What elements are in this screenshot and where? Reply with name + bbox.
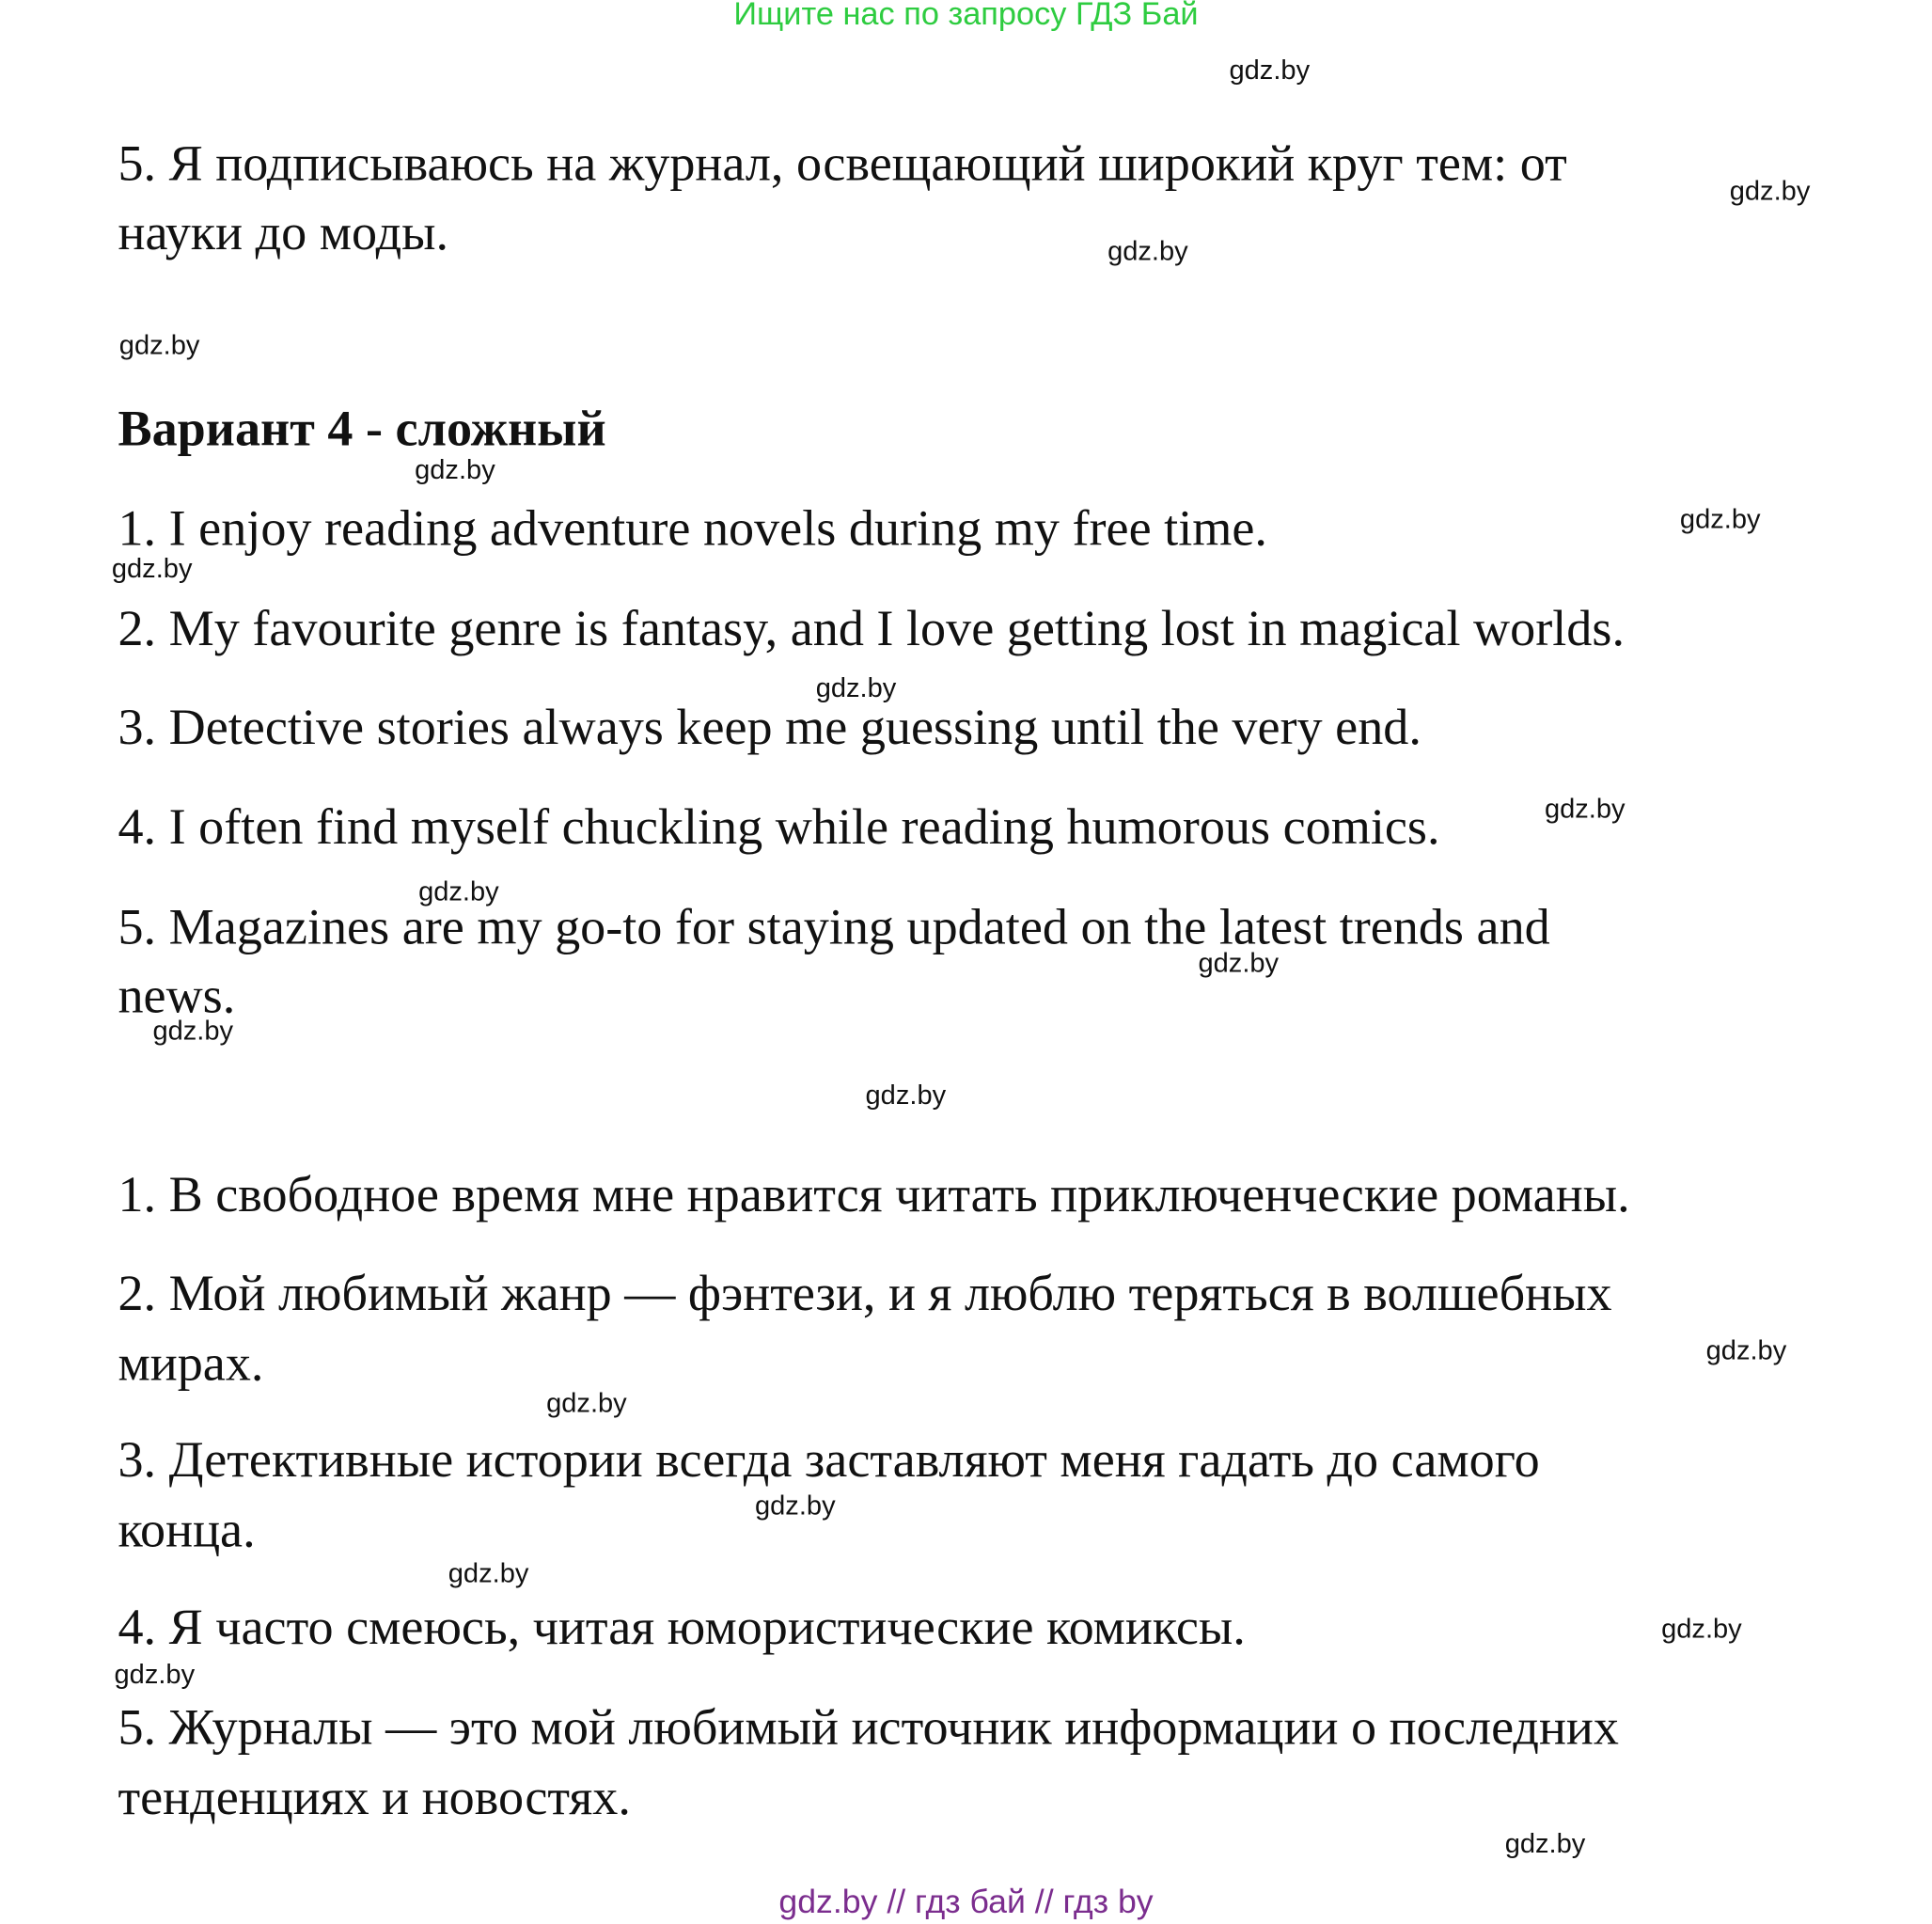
- watermark: gdz.by: [1661, 1613, 1742, 1645]
- english-item-3: 3. Detective stories always keep me guessing until the very end.: [118, 698, 1422, 755]
- watermark: gdz.by: [1679, 503, 1761, 534]
- watermark: gdz.by: [865, 1079, 947, 1111]
- watermark: gdz.by: [415, 453, 495, 485]
- prev-item-5-line-2: науки до моды.: [118, 203, 449, 260]
- russian-item-3-line-2: конца.: [118, 1501, 256, 1558]
- watermark: gdz.by: [448, 1557, 529, 1589]
- watermark: gdz.by: [418, 875, 499, 907]
- russian-item-5-line-1: 5. Журналы — это мой любимый источник информации о последних: [118, 1697, 1619, 1756]
- search-banner: Ищите нас по запросу ГДЗ Бай: [733, 0, 1199, 33]
- watermark: gdz.by: [1229, 54, 1311, 86]
- watermark: gdz.by: [815, 671, 897, 703]
- variant-heading: Вариант 4 - сложный: [118, 399, 606, 457]
- russian-item-2-line-1: 2. Мой любимый жанр — фэнтези, и я люблю теряться в волшебных: [118, 1264, 1612, 1321]
- watermark: gdz.by: [1729, 175, 1811, 207]
- watermark: gdz.by: [111, 552, 193, 584]
- watermark: gdz.by: [114, 1658, 196, 1690]
- watermark: gdz.by: [546, 1387, 627, 1419]
- footer-banner: gdz.by // гдз бай // гдз by: [778, 1883, 1154, 1921]
- watermark: gdz.by: [1198, 947, 1280, 979]
- watermark: gdz.by: [1705, 1334, 1787, 1365]
- watermark: gdz.by: [1544, 793, 1626, 825]
- english-item-2: 2. My favourite genre is fantasy, and I love getting lost in magical worlds.: [118, 599, 1625, 656]
- russian-item-3-line-1: 3. Детективные истории всегда заставляют меня гадать до самого: [118, 1430, 1540, 1488]
- russian-item-5-line-2: тенденциях и новостях.: [118, 1768, 631, 1826]
- watermark: gdz.by: [1504, 1827, 1586, 1859]
- english-item-5-line-1: 5. Magazines are my go-to for staying updated on the latest trends and: [118, 897, 1550, 955]
- prev-item-5-line-1: 5. Я подписываюсь на журнал, освещающий широкий круг тем: от: [118, 134, 1567, 192]
- english-item-1: 1. I enjoy reading adventure novels during my free time.: [118, 499, 1267, 557]
- watermark: gdz.by: [152, 1015, 234, 1047]
- watermark: gdz.by: [1107, 235, 1188, 267]
- watermark: gdz.by: [118, 329, 200, 360]
- english-item-4: 4. I often find myself chuckling while reading humorous comics.: [118, 797, 1440, 855]
- russian-item-2-line-2: мирах.: [118, 1334, 264, 1392]
- russian-item-1: 1. В свободное время мне нравится читать приключенческие романы.: [118, 1165, 1630, 1222]
- watermark: gdz.by: [754, 1490, 836, 1522]
- russian-item-4: 4. Я часто смеюсь, читая юмористические комиксы.: [118, 1598, 1246, 1656]
- english-item-5-line-2: news.: [118, 967, 236, 1024]
